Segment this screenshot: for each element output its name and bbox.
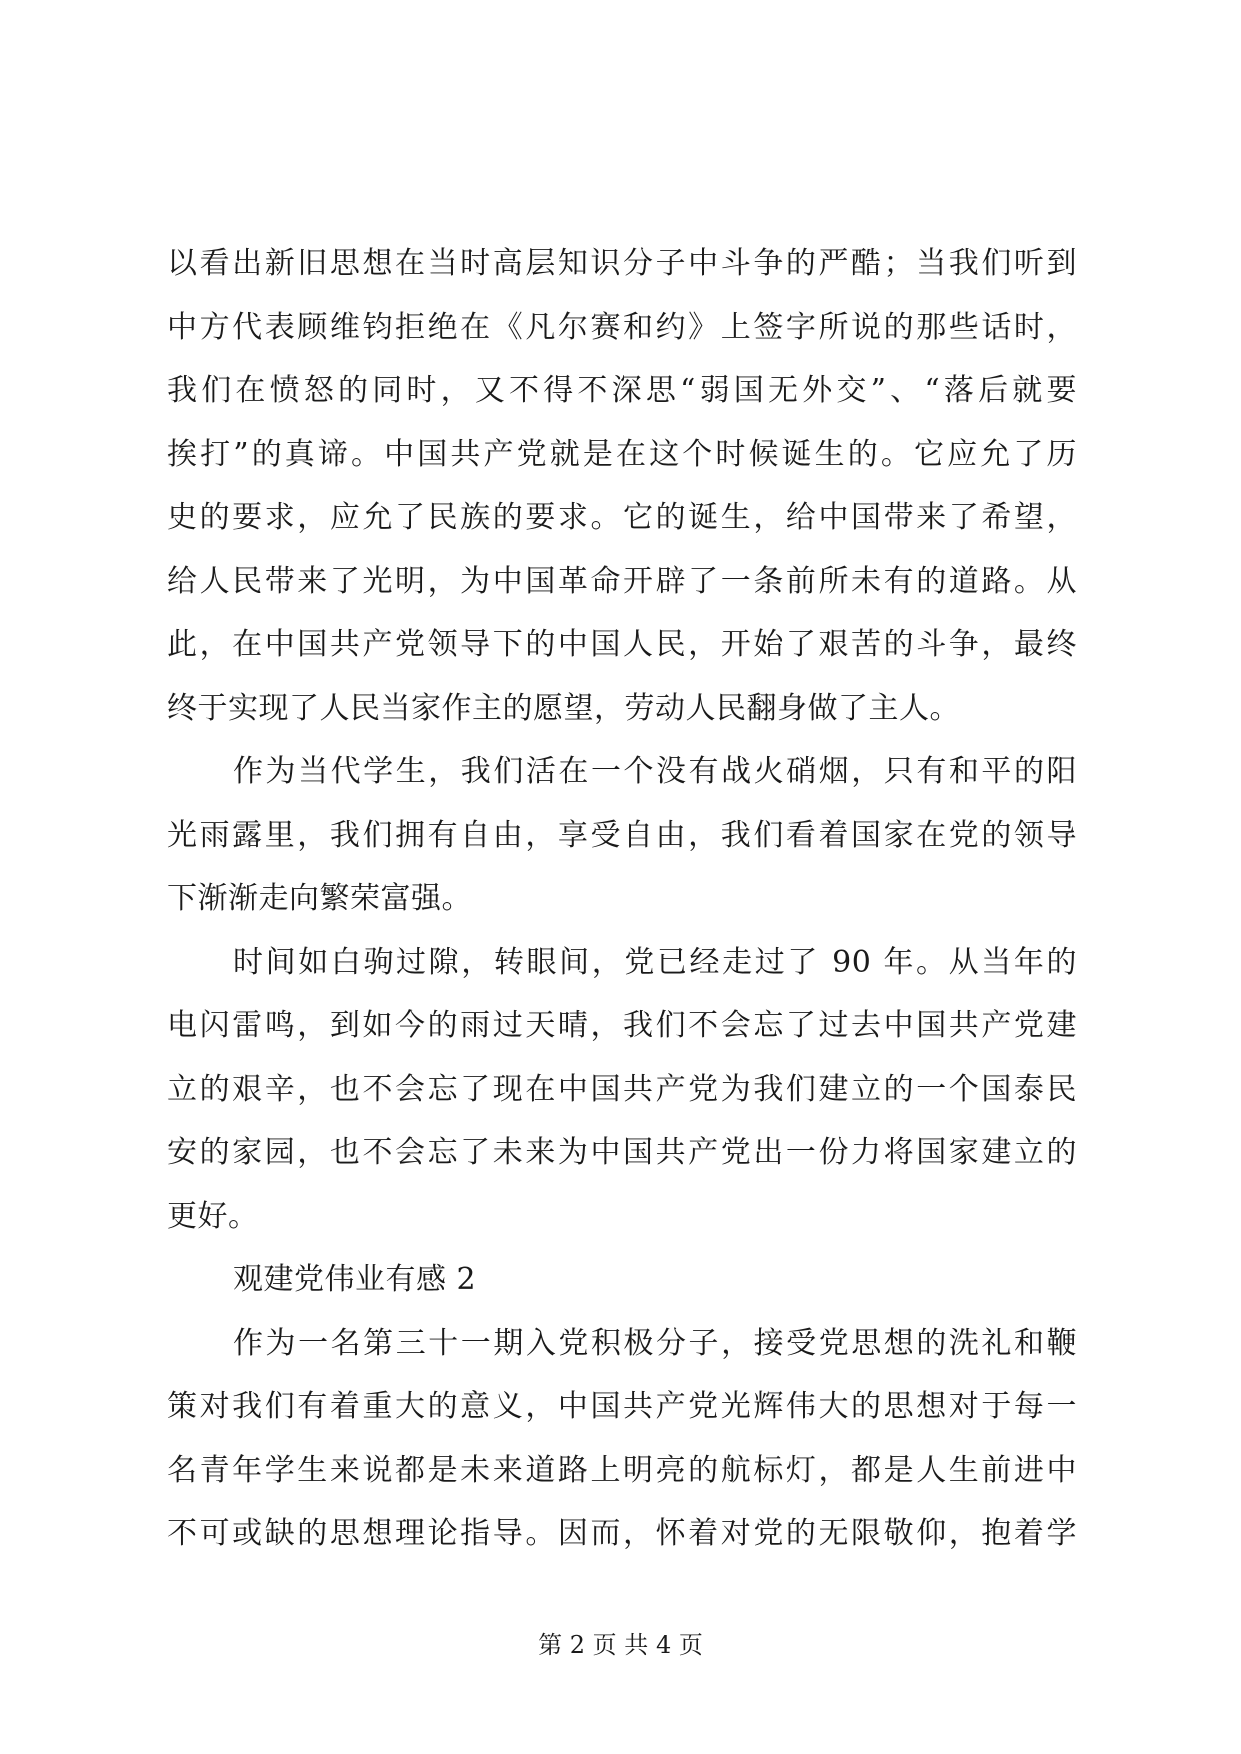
text-line: 我们在愤怒的同时，又不得不深思“弱国无外交”、“落后就要	[167, 373, 1077, 408]
text-line: 电闪雷鸣，到如今的雨过天晴，我们不会忘了过去中国共产党建	[167, 1008, 1077, 1043]
text-line: 以看出新旧思想在当时高层知识分子中斗争的严酷；当我们听到	[167, 246, 1077, 281]
text-line: 此，在中国共产党领导下的中国人民，开始了艰苦的斗争，最终	[167, 627, 1077, 662]
paragraph-first-line: 作为当代学生，我们活在一个没有战火硝烟，只有和平的阳	[233, 754, 1077, 789]
text-line: 挨打”的真谛。中国共产党就是在这个时候诞生的。它应允了历	[167, 436, 1077, 472]
text-line: 名青年学生来说都是未来道路上明亮的航标灯，都是人生前进中	[167, 1452, 1077, 1488]
paragraph-first-line: 时间如白驹过隙，转眼间，党已经走过了 90 年。从当年的	[233, 944, 1077, 980]
section-heading: 观建党伟业有感 2	[233, 1262, 477, 1297]
text-line: 立的艰辛，也不会忘了现在中国共产党为我们建立的一个国泰民	[167, 1071, 1077, 1107]
text-line: 策对我们有着重大的意义，中国共产党光辉伟大的思想对于每一	[167, 1389, 1077, 1424]
text-line: 史的要求，应允了民族的要求。它的诞生，给中国带来了希望，	[167, 500, 1077, 535]
text-line: 安的家园，也不会忘了未来为中国共产党出一份力将国家建立的	[167, 1135, 1077, 1170]
text-line: 更好。	[167, 1198, 259, 1234]
text-line: 光雨露里，我们拥有自由，享受自由，我们看着国家在党的领导	[167, 817, 1077, 853]
text-line: 终于实现了人民当家作主的愿望，劳动人民翻身做了主人。	[167, 690, 960, 726]
body-text	[167, 232, 1077, 1566]
text-line: 下渐渐走向繁荣富强。	[167, 881, 472, 916]
paragraph-first-line: 作为一名第三十一期入党积极分子，接受党思想的洗礼和鞭	[233, 1325, 1077, 1361]
text-line: 给人民带来了光明，为中国革命开辟了一条前所未有的道路。从	[167, 563, 1077, 599]
text-line: 中方代表顾维钧拒绝在《凡尔赛和约》上签字所说的那些话时，	[167, 309, 1077, 345]
page-number-footer: 第 2 页 共 4 页	[538, 1631, 703, 1659]
text-line: 不可或缺的思想理论指导。因而，怀着对党的无限敬仰，抱着学	[167, 1516, 1077, 1551]
